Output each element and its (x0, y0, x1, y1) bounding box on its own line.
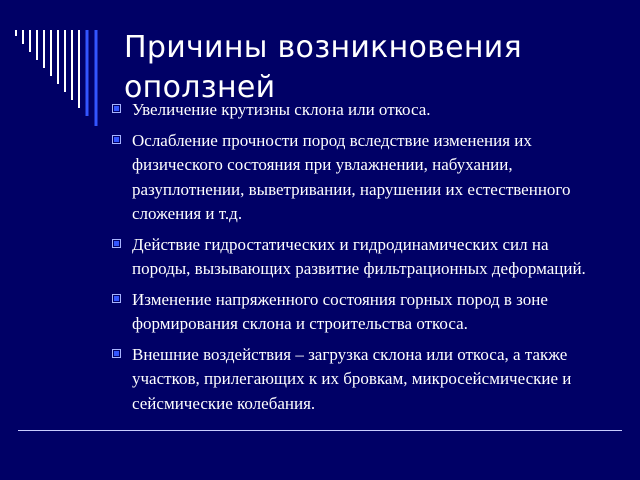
square-bullet-icon (112, 294, 121, 303)
square-bullet-icon (112, 104, 121, 113)
slide-title: Причины возникновения оползней (124, 30, 522, 105)
square-bullet-icon (112, 135, 121, 144)
list-item (112, 343, 598, 417)
list-item (112, 98, 598, 123)
footer-divider (18, 430, 622, 431)
square-bullet-icon (112, 239, 121, 248)
bullet-text: Действие гидростатических и гидродинамических сил на породы, вызывающих развитие фильтрационных деформаций. (132, 234, 586, 278)
list-item (112, 129, 598, 227)
square-bullet-icon (112, 349, 121, 358)
bullet-text: Изменение напряженного состояния горных пород в зоне формирования склона и строительства откоса. (132, 289, 548, 333)
bullet-text: Внешние воздействия – загрузка склона или откоса, а также участков, прилегающих к их бровкам, микросейсмические и сейсмические колебания. (132, 344, 572, 413)
bullet-list (112, 98, 598, 422)
list-item (112, 233, 598, 282)
bullet-text: Увеличение крутизны склона или откоса. (132, 100, 431, 119)
decorative-stripes (14, 30, 104, 130)
list-item (112, 288, 598, 337)
bullet-text: Ослабление прочности пород вследствие изменения их физического состояния при увлажнении, набухании, разуплотнении, выветривании, нарушении их естественного сложения и т.д. (132, 130, 571, 223)
